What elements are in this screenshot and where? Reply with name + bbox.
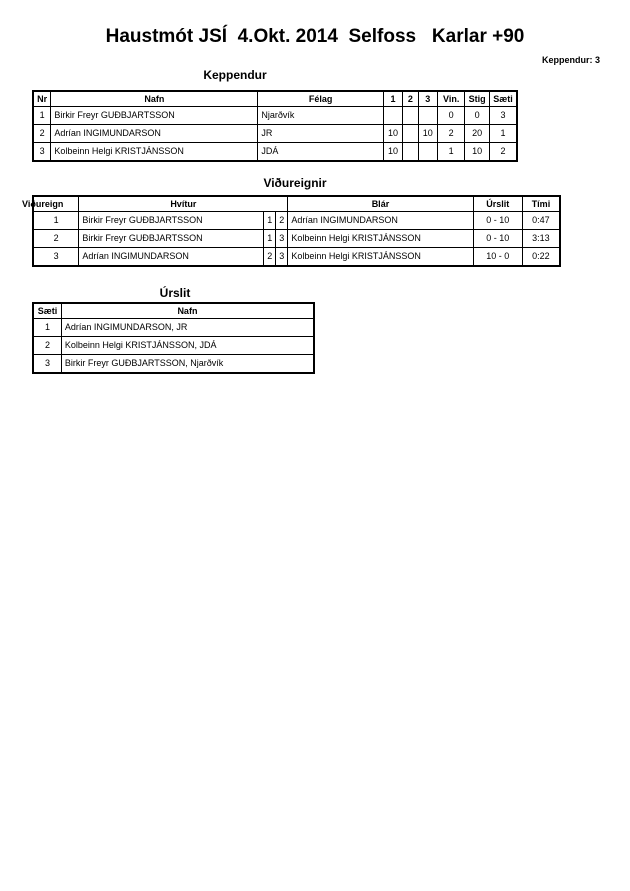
round-1-cell — [383, 107, 402, 125]
club-cell: JR — [258, 125, 383, 143]
place-cell: 1 — [33, 319, 61, 337]
place-cell: 3 — [489, 107, 517, 125]
place-cell: 2 — [489, 143, 517, 162]
blue-nr-cell: 2 — [276, 212, 288, 230]
name-cell: Kolbeinn Helgi KRISTJÁNSSON — [51, 143, 258, 162]
table-row — [33, 212, 560, 230]
col-place: Sæti — [489, 91, 517, 107]
matches-title: Viðureignir — [263, 176, 327, 190]
match-nr-cell: 2 — [33, 230, 79, 248]
col-points: Stig — [465, 91, 489, 107]
col-blue: Blár — [288, 196, 473, 212]
club-cell: JDÁ — [258, 143, 383, 162]
col-place: Sæti — [33, 303, 61, 319]
points-cell: 10 — [465, 143, 489, 162]
round-2-cell — [403, 143, 418, 162]
participant-count: Keppendur: 3 — [541, 55, 600, 65]
place-cell: 3 — [33, 355, 61, 374]
table-row — [33, 337, 314, 355]
blue-nr-cell: 3 — [276, 230, 288, 248]
col-nr: Nr — [33, 91, 51, 107]
nr-cell: 2 — [33, 125, 51, 143]
wins-cell: 2 — [437, 125, 465, 143]
round-2-cell — [403, 125, 418, 143]
points-cell: 0 — [465, 107, 489, 125]
competitors-title: Keppendur — [203, 68, 267, 82]
match-nr-cell: 3 — [33, 248, 79, 267]
col-name: Nafn — [61, 303, 314, 319]
result-cell: 0 - 10 — [473, 212, 522, 230]
white-nr-cell: 1 — [264, 212, 276, 230]
results-table — [32, 302, 315, 374]
nr-cell: 3 — [33, 143, 51, 162]
name-cell: Birkir Freyr GUÐBJARTSSON, Njarðvík — [61, 355, 314, 374]
name-cell: Adrían INGIMUNDARSON, JR — [61, 319, 314, 337]
table-row — [33, 107, 517, 125]
competitors-table — [32, 90, 518, 162]
col-white: Hvítur — [79, 196, 288, 212]
col-round-2: 2 — [403, 91, 418, 107]
col-match-label: Viðureign — [22, 198, 64, 209]
col-result: Úrslit — [473, 196, 522, 212]
name-cell: Birkir Freyr GUÐBJARTSSON — [51, 107, 258, 125]
table-row — [33, 125, 517, 143]
col-time: Tími — [522, 196, 560, 212]
col-name: Nafn — [51, 91, 258, 107]
table-row — [33, 143, 517, 162]
col-wins: Vin. — [437, 91, 465, 107]
place-cell: 2 — [33, 337, 61, 355]
round-3-cell — [418, 143, 437, 162]
table-row — [33, 355, 314, 374]
col-club: Félag — [258, 91, 383, 107]
table-row — [33, 248, 560, 267]
match-nr-cell: 1 — [33, 212, 79, 230]
round-1-cell: 10 — [383, 125, 402, 143]
points-cell: 20 — [465, 125, 489, 143]
white-nr-cell: 2 — [264, 248, 276, 267]
club-cell: Njarðvík — [258, 107, 383, 125]
result-cell: 10 - 0 — [473, 248, 522, 267]
name-cell: Kolbeinn Helgi KRISTJÁNSSON, JDÁ — [61, 337, 314, 355]
blue-name-cell: Adrían INGIMUNDARSON — [288, 212, 473, 230]
table-row — [33, 230, 560, 248]
wins-cell: 1 — [437, 143, 465, 162]
result-cell: 0 - 10 — [473, 230, 522, 248]
white-name-cell: Birkir Freyr GUÐBJARTSSON — [79, 212, 264, 230]
table-row — [33, 319, 314, 337]
competitors-header-row — [33, 91, 517, 107]
white-name-cell: Birkir Freyr GUÐBJARTSSON — [79, 230, 264, 248]
time-cell: 0:47 — [522, 212, 560, 230]
blue-name-cell: Kolbeinn Helgi KRISTJÁNSSON — [288, 230, 473, 248]
page-title: Haustmót JSÍ 4.Okt. 2014 Selfoss Karlar +90 — [105, 26, 525, 47]
nr-cell: 1 — [33, 107, 51, 125]
blue-nr-cell: 3 — [276, 248, 288, 267]
col-match — [22, 196, 79, 212]
white-name-cell: Adrían INGIMUNDARSON — [79, 248, 264, 267]
white-nr-cell: 1 — [264, 230, 276, 248]
matches-header-row — [33, 196, 560, 212]
round-2-cell — [403, 107, 418, 125]
time-cell: 0:22 — [522, 248, 560, 267]
wins-cell: 0 — [437, 107, 465, 125]
time-cell: 3:13 — [522, 230, 560, 248]
round-1-cell: 10 — [383, 143, 402, 162]
place-cell: 1 — [489, 125, 517, 143]
results-header-row — [33, 303, 314, 319]
blue-name-cell: Kolbeinn Helgi KRISTJÁNSSON — [288, 248, 473, 267]
round-3-cell — [418, 107, 437, 125]
results-title: Úrslit — [159, 286, 191, 300]
col-round-1: 1 — [383, 91, 402, 107]
matches-table — [22, 195, 561, 267]
col-round-3: 3 — [418, 91, 437, 107]
round-3-cell: 10 — [418, 125, 437, 143]
name-cell: Adrían INGIMUNDARSON — [51, 125, 258, 143]
